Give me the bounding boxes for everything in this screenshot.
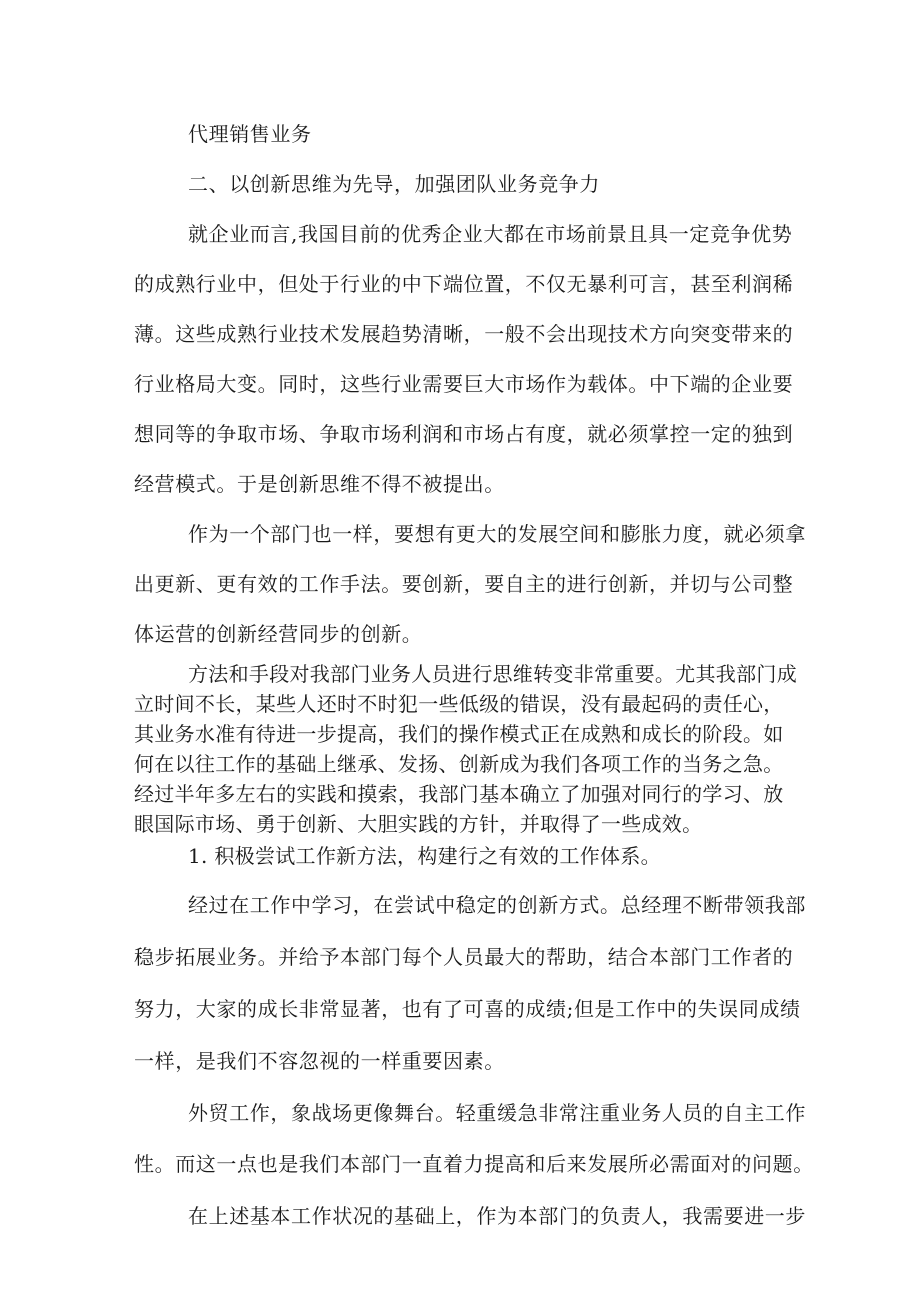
paragraph-4-line-4: 一样，是我们不容忽视的一样重要因素。 [134, 1049, 505, 1073]
paragraph-2-line-3: 体运营的创新经营同步的创新。 [134, 622, 423, 646]
paragraph-2-line-1: 作为一个部门也一样，要想有更大的发展空间和膨胀力度，就必须拿 [188, 522, 806, 546]
paragraph-1-line-4: 行业格局大变。同时，这些行业需要巨大市场作为载体。中下端的企业要 [134, 372, 794, 396]
paragraph-1-line-2: 的成熟行业中，但处于行业的中下端位置，不仅无暴利可言，甚至利润稀 [134, 272, 794, 296]
paragraph-5-line-2: 性。而这一点也是我们本部门一直着力提高和后来发展所必需面对的问题。 [134, 1152, 814, 1176]
paragraph-3-line-1: 方法和手段对我部门业务人员进行思维转变非常重要。尤其我部门成 [188, 662, 797, 686]
paragraph-3-line-4: 何在以往工作的基础上继承、发扬、创新成为我们各项工作的当务之急。 [134, 752, 784, 776]
paragraph-3-line-5: 经过半年多左右的实践和摸索，我部门基本确立了加强对同行的学习、放 [134, 782, 784, 806]
paragraph-2-line-2: 出更新、更有效的工作手法。要创新，要自主的进行创新，并切与公司整 [134, 572, 794, 596]
paragraph-3-line-2: 立时间不长，某些人还时不时犯一些低级的错误，没有最起码的责任心， [134, 692, 784, 716]
paragraph-4-line-1: 经过在工作中学习，在尝试中稳定的创新方式。总经理不断带领我部 [188, 893, 806, 917]
paragraph-1-line-5: 想同等的争取市场、争取市场利润和市场占有度，就必须掌控一定的独到 [134, 422, 794, 446]
paragraph-3-line-6: 眼国际市场、勇于创新、大胆实践的方针，并取得了一些成效。 [134, 812, 703, 836]
paragraph-4-line-3: 努力，大家的成长非常显著，也有了可喜的成绩;但是工作中的失误同成绩 [134, 997, 801, 1021]
section-heading: 二、以创新思维为先导，加强团队业务竞争力 [188, 172, 600, 196]
paragraph-3-line-3: 其业务水准有待进一步提高，我们的操作模式正在成熟和成长的阶段。如 [134, 722, 784, 746]
paragraph-6-line-1: 在上述基本工作状况的基础上，作为本部门的负责人，我需要进一步 [188, 1204, 806, 1228]
paragraph-1-line-3: 薄。这些成熟行业技术发展趋势清晰，一般不会出现技术方向突变带来的 [134, 322, 794, 346]
numbered-item-heading: 1. 积极尝试工作新方法，构建行之有效的工作体系。 [188, 844, 661, 868]
paragraph-4-line-2: 稳步拓展业务。并给予本部门每个人员最大的帮助，结合本部门工作者的 [134, 945, 794, 969]
paragraph-1-line-1: 就企业而言,我国目前的优秀企业大都在市场前景且具一定竞争优势 [188, 222, 793, 246]
section-continuation-line: 代理销售业务 [188, 122, 312, 146]
paragraph-1-line-6: 经营模式。于是创新思维不得不被提出。 [134, 472, 505, 496]
paragraph-5-line-1: 外贸工作，象战场更像舞台。轻重缓急非常注重业务人员的自主工作 [188, 1101, 806, 1125]
